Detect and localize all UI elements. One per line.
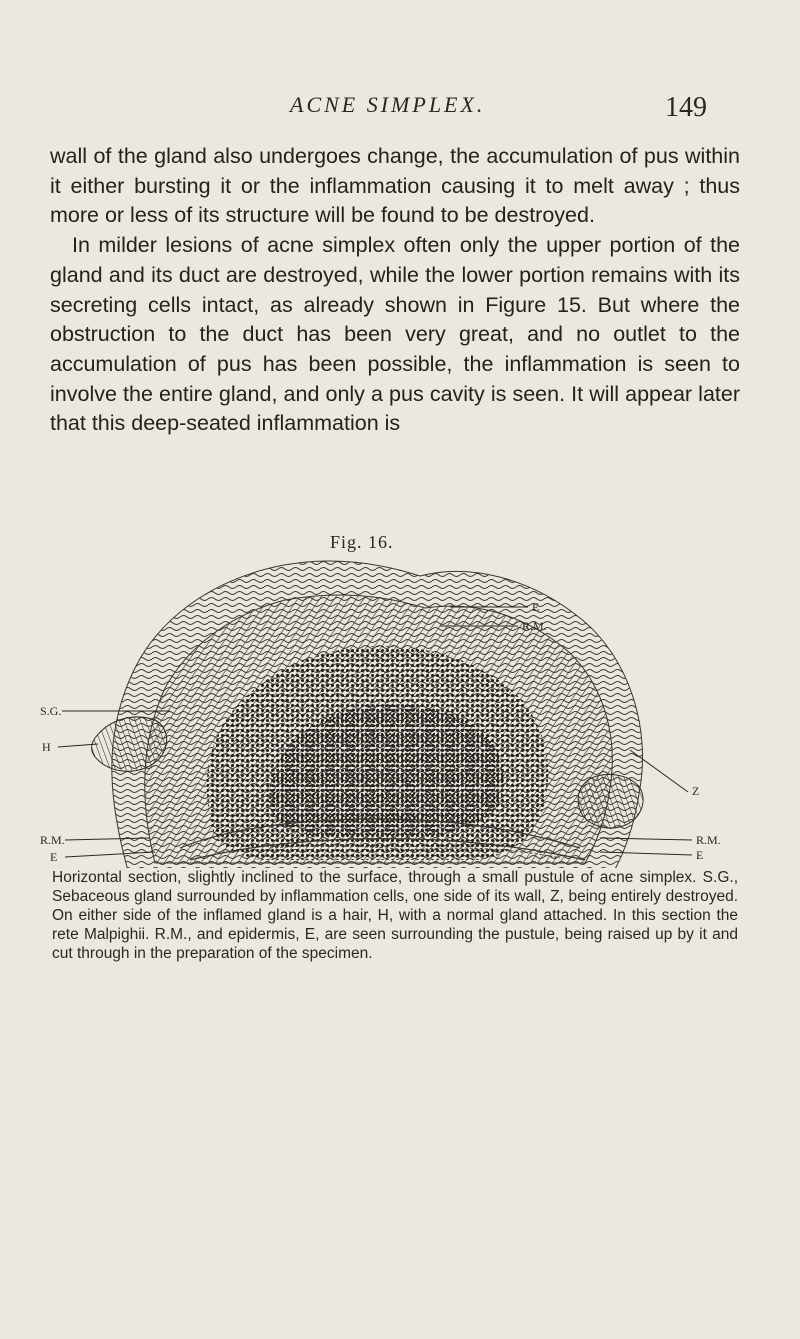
label-z: Z bbox=[692, 784, 700, 798]
label-sg: S.G. bbox=[40, 704, 62, 718]
label-rm-top: R.M. bbox=[522, 619, 547, 633]
running-head: ACNE SIMPLEX. bbox=[290, 92, 486, 117]
body-text bbox=[50, 142, 740, 439]
label-rm-left: R.M. bbox=[40, 833, 65, 847]
paragraph-1: wall of the gland also undergoes change, the accumulation of pus within it either bursting it or the inflammation causing it to melt away ; thus more or less of its structure will be found to be destroyed. bbox=[50, 144, 740, 228]
figure-label: Fig. 16. bbox=[330, 532, 394, 552]
page-number: 149 bbox=[665, 92, 707, 123]
label-h: H bbox=[42, 740, 51, 754]
right-hair-with-gland bbox=[578, 774, 643, 828]
label-e-top: E bbox=[532, 600, 540, 614]
paragraph-2: In milder lesions of acne simplex often only the upper portion of the gland and its duct are destroyed, while the lower portion remains with its secreting cells intact, as already shown in Figure 15. But where the obstruction to the duct has been very great, and no outlet to the accumulation of pus has been possible, the inflammation is seen to involve the entire gland, and only a pus cavity is seen. It will appear later that this deep-seated inflammation is bbox=[50, 233, 740, 436]
label-e-right: E bbox=[696, 848, 704, 862]
figure-caption: Horizontal section, slightly inclined to the surface, through a small pustule of acne simplex. S.G., Sebaceous gland surrounded by inflammation cells, one side of its wall, Z, being entirely destroyed. On either side of the inflamed gland is a hair, H, with a normal gland attached. In this section the rete Malpighii. R.M., and epidermis, E, are seen surrounding the pustule, being raised up by it and cut through in the preparation of the specimen. bbox=[52, 869, 738, 962]
histology-figure bbox=[40, 548, 760, 868]
histology-illustration bbox=[40, 548, 760, 868]
label-rm-right: R.M. bbox=[696, 833, 721, 847]
label-e-left: E bbox=[50, 850, 58, 864]
